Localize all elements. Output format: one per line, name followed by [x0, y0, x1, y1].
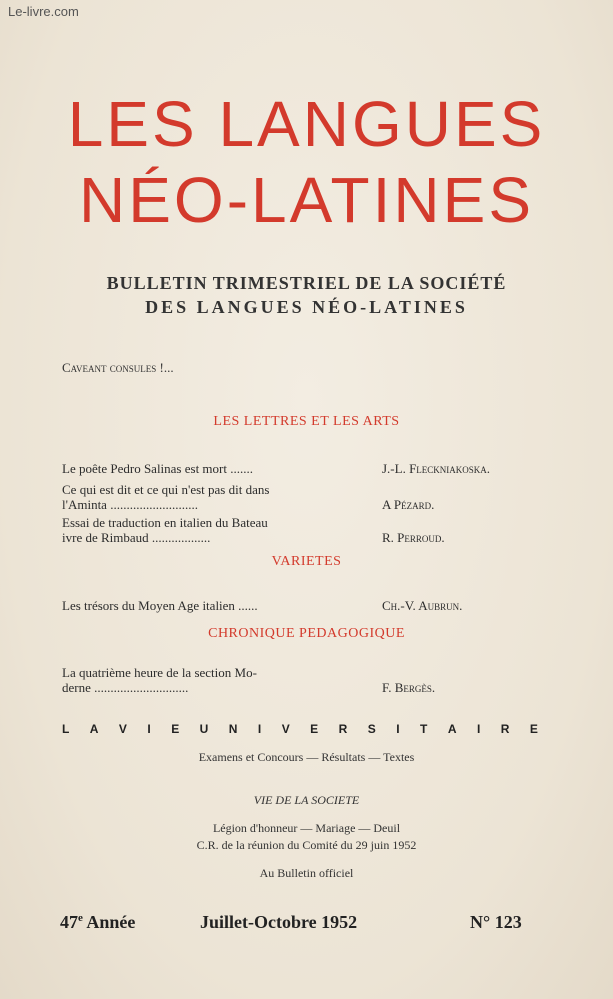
letter: I	[257, 722, 262, 736]
letter: N	[228, 722, 238, 736]
section-chronique: CHRONIQUE PEDAGOGIQUE	[208, 626, 405, 641]
entry-title-cont: l'Aminta ...........................	[62, 497, 198, 512]
entry-author: A Pézard.	[382, 497, 435, 512]
cr-line: C.R. de la réunion du Comité du 29 juin 1952	[196, 838, 417, 852]
entry-author: F. Bergès.	[382, 680, 436, 695]
caveant-consules: Caveant consules !...	[62, 360, 174, 375]
footer-annee	[60, 912, 135, 933]
legion-line: Légion d'honneur — Mariage — Deuil	[212, 821, 401, 835]
entry-title: La quatrième heure de la section Mo-	[62, 665, 257, 680]
annee-number: 47	[60, 912, 78, 932]
letter: R	[338, 722, 348, 736]
entry-author: J.-L. Fleckniakoska.	[382, 461, 491, 476]
letter: A	[447, 722, 457, 736]
entry-salinas	[62, 461, 538, 476]
letter: I	[147, 722, 151, 736]
annee-sup: e	[78, 912, 83, 924]
letter: E	[529, 722, 538, 736]
entry-bateau-ivre	[62, 515, 538, 545]
subtitle-line-2: DES LANGUES NÉO-LATINES	[145, 297, 468, 317]
entry-title-cont: derne .............................	[62, 680, 189, 695]
letter: R	[500, 722, 510, 736]
annee-word: Année	[82, 912, 136, 932]
footer-date: Juillet-Octobre 1952	[200, 912, 358, 932]
section-varietes: VARIETES	[271, 554, 342, 569]
bulletin-officiel: Au Bulletin officiel	[259, 866, 354, 880]
entry-title: Essai de traduction en italien du Bateau	[62, 515, 268, 530]
section-lettres: LES LETTRES ET LES ARTS	[213, 414, 400, 429]
letter: T	[420, 722, 428, 736]
subtitle-line-1: BULLETIN TRIMESTRIEL DE LA SOCIÉTÉ	[106, 273, 507, 293]
letter: E	[310, 722, 319, 736]
vie-universitaire	[62, 722, 538, 736]
letter: V	[281, 722, 290, 736]
entry-title: Ce qui est dit et ce qui n'est pas dit dans	[62, 482, 270, 497]
title-line-2: NÉO-LATINES	[79, 164, 534, 236]
vie-societe-heading: VIE DE LA SOCIETE	[253, 793, 360, 807]
letter: S	[367, 722, 376, 736]
letter: I	[476, 722, 481, 736]
letter: I	[396, 722, 400, 736]
entry-title: Le poête Pedro Salinas est mort .......	[62, 461, 253, 476]
watermark: Le-livre.com	[8, 4, 79, 19]
entry-title: Les trésors du Moyen Age italien ......	[62, 598, 258, 613]
entry-quatrieme-heure	[62, 665, 538, 695]
entry-author: R. Perroud.	[382, 530, 445, 545]
examens-line: Examens et Concours — Résultats — Textes	[198, 750, 415, 764]
title-line-1: LES LANGUES	[67, 88, 546, 160]
letter: V	[118, 722, 127, 736]
letter: E	[171, 722, 180, 736]
entry-author: Ch.-V. Aubrun.	[382, 598, 463, 613]
entry-title-cont: ivre de Rimbaud ..................	[62, 530, 211, 545]
footer-numero: N° 123	[470, 912, 522, 932]
letter: U	[199, 722, 209, 736]
letter: L	[62, 722, 70, 736]
letter: A	[89, 722, 99, 736]
entry-tresors	[62, 598, 538, 613]
entry-aminta	[62, 482, 538, 512]
